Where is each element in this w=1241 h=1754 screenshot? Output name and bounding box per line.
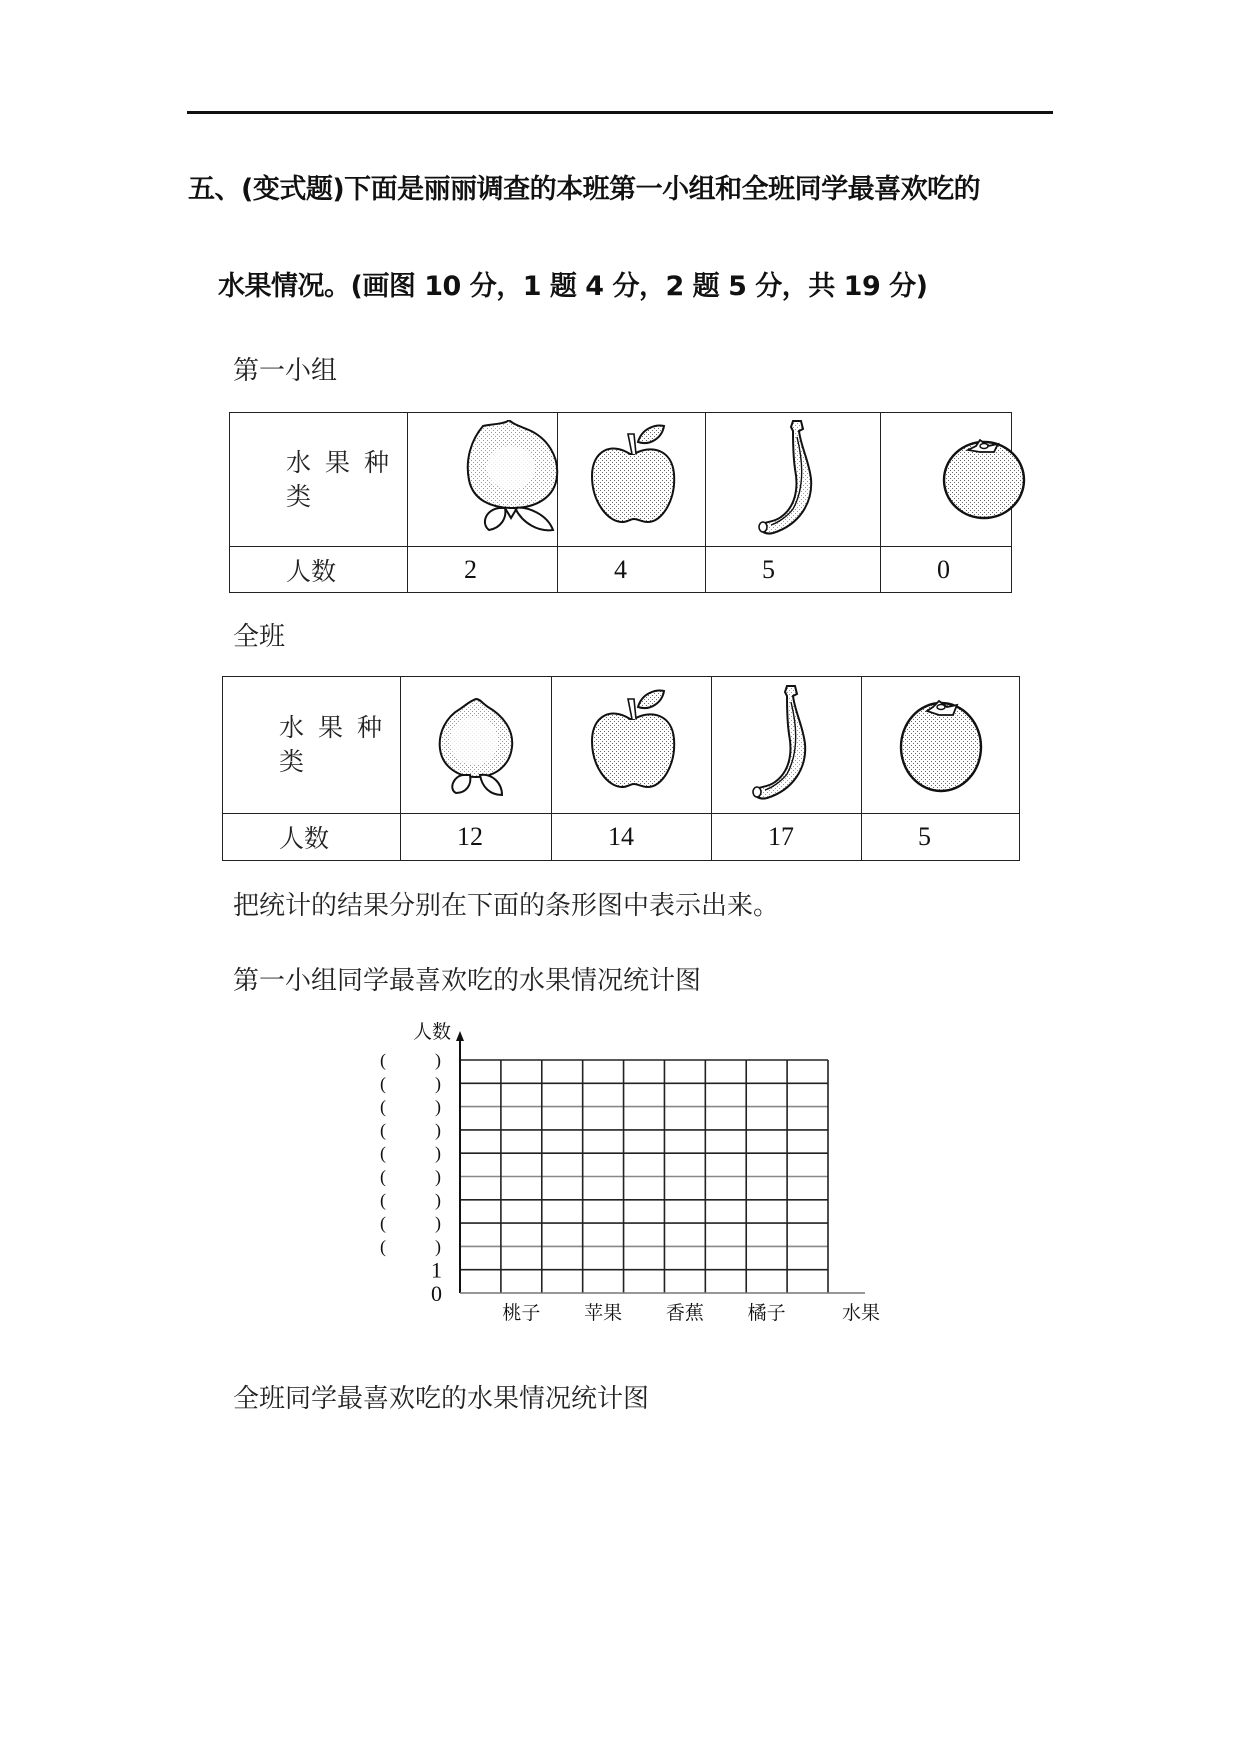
instruction-text: 把统计的结果分别在下面的条形图中表示出来。 [233,891,780,921]
y-tick-blank-close: ) [435,1143,441,1164]
question-line-2: 水果情况。(画图 10 分，1 题 4 分，2 题 5 分，共 19 分) [218,271,928,302]
fruit-cell-apple [558,413,706,547]
orange-icon [936,420,1036,540]
fruit-kind-row [230,413,1012,547]
y-tick-blank[interactable]: ( [380,1213,386,1234]
peach-icon [426,685,526,805]
y-tick-blank-close: ) [435,1213,441,1234]
group-table [229,412,1012,593]
y-tick-blank[interactable]: ( [380,1073,386,1094]
banana-icon [743,417,843,543]
kind-header-line-2: 类 [279,747,319,776]
apple-icon [582,420,682,540]
fruit-cell-apple [552,677,712,814]
y-tick-blank[interactable]: ( [380,1096,386,1117]
y-tick-blank[interactable]: ( [380,1189,386,1210]
apple-icon [582,685,682,805]
kind-header-line-1: 水果种 [286,447,404,477]
y-tick-blank-close: ) [435,1050,441,1070]
y-tick-label: 1 [431,1257,442,1283]
y-axis-label: 人数 [413,1021,452,1043]
y-tick-blank[interactable]: ( [380,1236,386,1257]
kind-header-line-1: 水果种 [279,713,397,742]
class-table [222,676,1020,861]
peach-icon [463,420,563,540]
count-header: 人数 [230,547,408,593]
bar-chart-grid [380,1015,900,1335]
y-tick-blank-close: ) [435,1166,441,1187]
y-tick-blank[interactable]: ( [380,1143,386,1164]
y-tick-blank-close: ) [435,1236,441,1257]
count-peach: 2 [408,547,558,593]
count-orange: 5 [862,814,1020,861]
count-row [230,547,1012,593]
kind-header [223,677,401,814]
y-tick-blank-close: ) [435,1119,441,1140]
count-apple: 4 [558,547,706,593]
count-header: 人数 [223,814,401,861]
y-axis-arrow-icon [456,1031,464,1041]
y-tick-blank[interactable]: ( [380,1119,386,1140]
x-category-label: 桃子 [502,1302,541,1324]
count-banana: 5 [706,547,881,593]
kind-header-line-2: 类 [286,481,326,511]
y-tick-blank[interactable]: ( [380,1166,386,1187]
banana-icon [737,682,837,808]
y-tick-blank-close: ) [435,1096,441,1117]
kind-header [230,413,408,547]
group-table-caption: 第一小组 [233,356,338,386]
chart1-title: 第一小组同学最喜欢吃的水果情况统计图 [233,966,702,996]
orange-icon [891,685,991,805]
count-banana: 17 [712,814,862,861]
count-apple: 14 [552,814,712,861]
fruit-cell-orange [881,413,1012,547]
y-tick-blank[interactable]: ( [380,1050,386,1070]
count-peach: 12 [401,814,552,861]
fruit-cell-banana [712,677,862,814]
count-orange: 0 [881,547,1012,593]
y-tick-label: 0 [431,1281,442,1306]
fruit-cell-peach [408,413,558,547]
y-tick-blank-close: ) [435,1073,441,1094]
question-line-1: 五、(变式题)下面是丽丽调查的本班第一小组和全班同学最喜欢吃的 [188,174,981,205]
chart2-title: 全班同学最喜欢吃的水果情况统计图 [233,1384,650,1414]
count-row [223,814,1020,861]
y-tick-blank-close: ) [435,1189,441,1210]
class-table-caption: 全班 [233,622,286,652]
top-rule [187,111,1053,114]
x-category-label: 香蕉 [665,1302,704,1324]
fruit-cell-banana [706,413,881,547]
x-category-label: 苹果 [584,1302,623,1324]
fruit-kind-row [223,677,1020,814]
fruit-cell-orange [862,677,1020,814]
x-axis-label: 水果 [842,1302,881,1324]
fruit-cell-peach [401,677,552,814]
x-category-label: 橘子 [747,1302,786,1324]
